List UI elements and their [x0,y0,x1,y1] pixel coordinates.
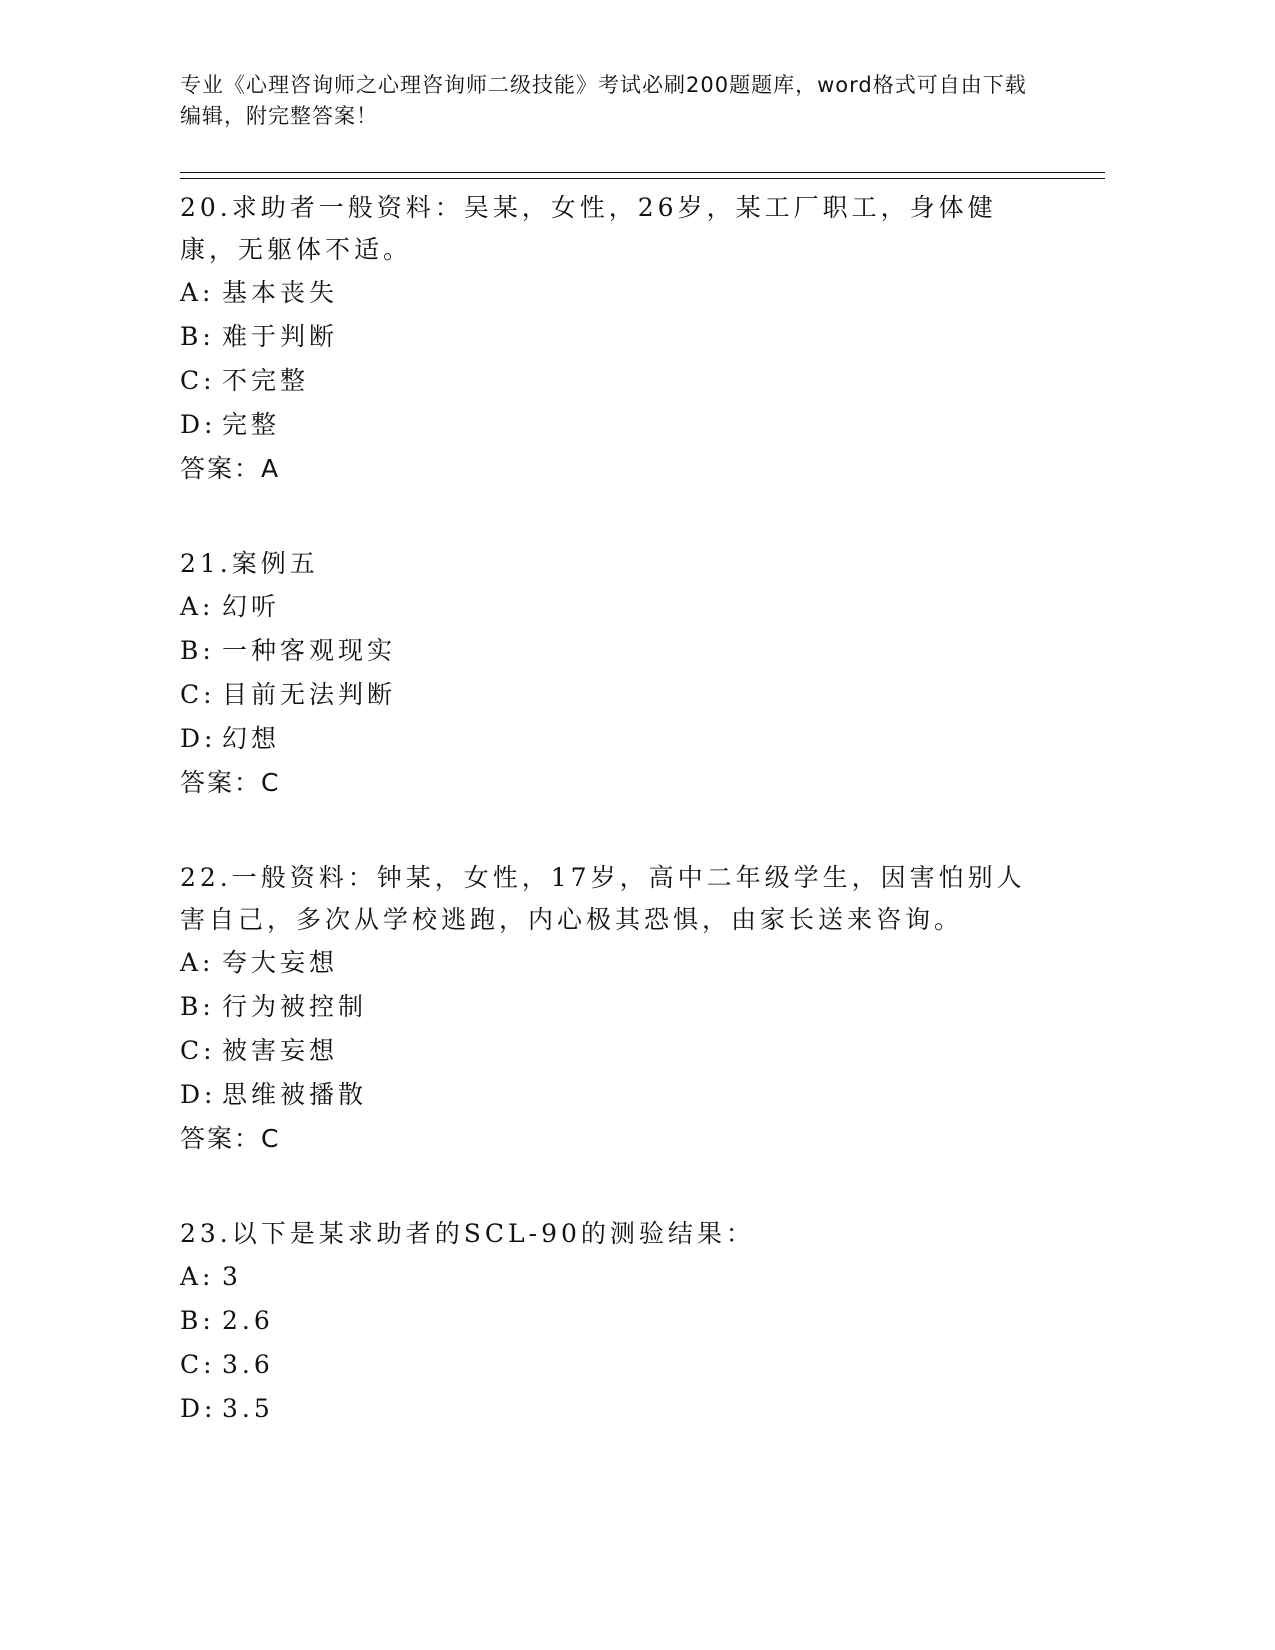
option-c [180,1343,1105,1387]
header-divider [180,172,1105,179]
option-b [180,1299,1105,1343]
option-d [180,717,1105,761]
option-key: C: [180,680,216,709]
option-key: B: [180,1306,215,1335]
option-text: 行为被控制 [222,992,368,1021]
option-key: C: [180,1036,216,1065]
option-a [180,271,1105,315]
question-item [180,1213,1105,1431]
option-a [180,585,1105,629]
answer-line: 答案：A [180,454,281,483]
option-text: 不完整 [222,366,310,395]
option-key: A: [180,948,215,977]
option-d [180,403,1105,447]
option-text: 难于判断 [222,322,339,351]
question-stem: 23.以下是某求助者的SCL-90的测验结果： [180,1219,755,1248]
option-text: 被害妄想 [222,1036,339,1065]
option-key: A: [180,1262,215,1291]
option-b [180,985,1105,1029]
document-intro: 专业《心理咨询师之心理咨询师二级技能》考试必刷200题题库，word格式可自由下载编辑，附完整答案！ [180,73,1027,128]
option-key: D: [180,724,217,753]
option-text: 完整 [222,410,281,439]
option-c [180,359,1105,403]
option-text: 3 [222,1262,242,1291]
option-text: 目前无法判断 [222,680,397,709]
answer-line: 答案：C [180,768,281,797]
option-key: D: [180,1394,217,1423]
option-d [180,1073,1105,1117]
option-text: 幻听 [222,592,281,621]
option-a [180,1255,1105,1299]
option-a [180,941,1105,985]
option-b [180,629,1105,673]
question-stem: 20.求助者一般资料：吴某，女性，26岁，某工厂职工，身体健康，无躯体不适。 [180,193,997,264]
option-key: B: [180,992,215,1021]
option-text: 基本丧失 [222,278,339,307]
option-key: B: [180,322,215,351]
option-key: A: [180,278,215,307]
question-item [180,857,1105,1161]
option-text: 夸大妄想 [222,948,339,977]
option-c [180,1029,1105,1073]
option-b [180,315,1105,359]
option-key: A: [180,592,215,621]
option-text: 幻想 [222,724,281,753]
question-item [180,187,1105,491]
option-text: 3.6 [222,1350,274,1379]
option-key: C: [180,1350,216,1379]
option-text: 3.5 [222,1394,274,1423]
option-key: B: [180,636,215,665]
option-key: D: [180,1080,217,1109]
question-stem: 22.一般资料：钟某，女性，17岁，高中二年级学生，因害怕别人害自己，多次从学校逃跑，内心极其恐惧，由家长送来咨询。 [180,863,1026,934]
option-text: 2.6 [222,1306,274,1335]
option-c [180,673,1105,717]
option-d [180,1387,1105,1431]
question-stem: 21.案例五 [180,549,319,578]
option-key: D: [180,410,217,439]
option-text: 思维被播散 [222,1080,368,1109]
question-item [180,543,1105,805]
answer-line: 答案：C [180,1124,281,1153]
option-key: C: [180,366,216,395]
option-text: 一种客观现实 [222,636,397,665]
document-page [180,70,1105,1431]
